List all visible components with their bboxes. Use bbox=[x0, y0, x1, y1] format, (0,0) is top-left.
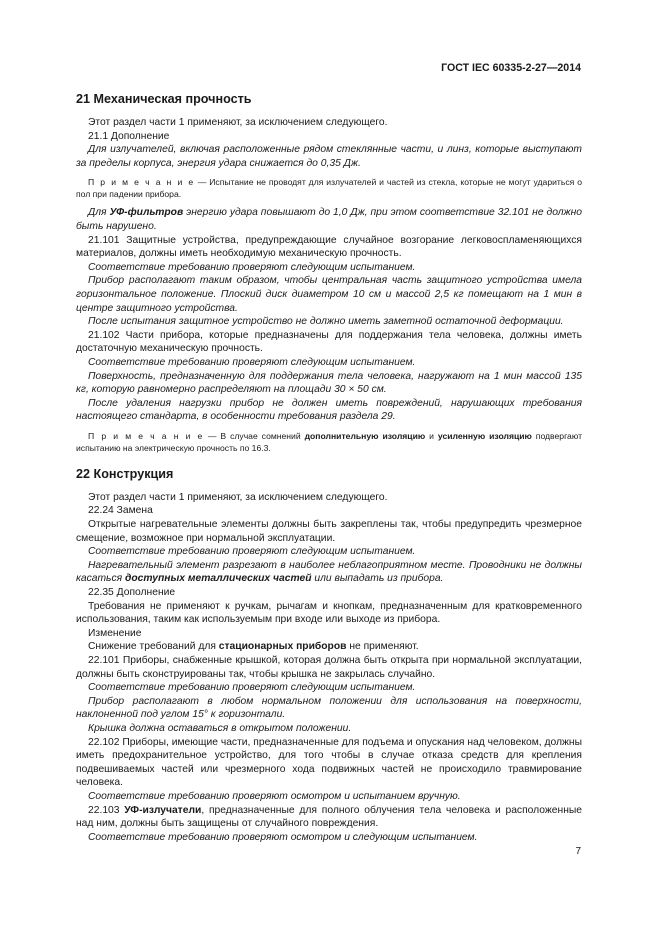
note bbox=[76, 176, 582, 200]
paragraph: Для излучателей, включая расположенные рядом стеклянные части, и линз, которые выступают за пределы корпуса, энергия удара снижается до 0,35 Дж. bbox=[76, 144, 582, 169]
paragraph: Крышка должна оставаться в открытом положении. bbox=[88, 722, 352, 734]
clause-heading: Изменение bbox=[88, 627, 142, 639]
paragraph bbox=[76, 559, 582, 586]
note-label: П р и м е ч а н и е bbox=[88, 430, 204, 441]
text-run: Нагревательный элемент разрезают в наиболее неблагоприятном месте. Проводники не должны касаться bbox=[76, 559, 582, 585]
clause-heading: 21.1 Дополнение bbox=[88, 130, 170, 142]
paragraph: Открытые нагревательные элементы должны быть закреплены так, чтобы предупредить чрезмерное смещение, возможное при нормальной эксплуатации. bbox=[76, 519, 582, 544]
text-run: не применяют. bbox=[346, 641, 419, 653]
note bbox=[76, 430, 582, 454]
paragraph: Соответствие требованию проверяют осмотром и следующим испытанием. bbox=[88, 831, 478, 843]
paragraph: 22.101 Приборы, снабженные крышкой, которая должна быть открыта при нормальной эксплуатации, должны быть сконструированы так, чтобы крышка не закрылась случайно. bbox=[76, 655, 582, 680]
paragraph: После испытания защитное устройство не должно иметь заметной остаточной деформации. bbox=[88, 316, 564, 328]
defined-term: УФ-фильтров bbox=[109, 207, 184, 219]
paragraph bbox=[76, 206, 582, 233]
note-text: — Испытание не проводят для излучателей и частей из стекла, которые не могут удариться о пол при падении прибора. bbox=[76, 177, 582, 200]
text-run: 22.103 bbox=[88, 804, 125, 816]
text-run: энергию удара повышают до 1,0 Дж, при этом соответствие 32.101 не должно быть нарушено. bbox=[76, 207, 582, 232]
defined-term: доступных металлических частей bbox=[124, 573, 312, 585]
paragraph: Поверхность, предназначенную для поддержания тела человека, нагружают на 1 мин массой 135 кг, которую равномерно распределяют на площади 30 × 50 см. bbox=[76, 370, 582, 396]
paragraph: Соответствие требованию проверяют осмотром и испытанием вручную. bbox=[88, 790, 461, 802]
section-22-title: 22 Конструкция bbox=[76, 466, 174, 481]
defined-term: дополнительную изоляцию bbox=[304, 430, 426, 441]
paragraph bbox=[76, 804, 582, 831]
text-run: подвергают испытанию на электрическую прочность по 16.3. bbox=[76, 430, 583, 453]
paragraph: 22.102 Приборы, имеющие части, предназначенные для подъема и опускания над человеком, должны иметь предохранительное устройство, для того чтобы в случае отказа средств для крепления подвешиваемых частей или чрезмерного хода подвижных частей не происходило травмирование человека. bbox=[76, 736, 582, 789]
text-run: Для bbox=[88, 207, 110, 219]
paragraph: Прибор располагают таким образом, чтобы центральная часть защитного устройства имела горизонтальное положение. Плоский диск диаметром 10 см и массой 2,5 кг помещают на 1 мин в центре защитного устройства. bbox=[76, 275, 582, 314]
paragraph: После удаления нагрузки прибор не должен иметь повреждений, нарушающих требования настоящего стандарта, в особенности требования раздела 29. bbox=[76, 397, 582, 423]
clause-heading: 22.24 Замена bbox=[88, 505, 153, 517]
defined-term: УФ-излучатели bbox=[124, 804, 202, 816]
paragraph: Прибор располагают в любом нормальном положении для использования на поверхности, наклоненной под углом 15° к горизонтали. bbox=[76, 695, 582, 721]
clause-heading: 22.35 Дополнение bbox=[88, 587, 176, 599]
paragraph: Соответствие требованию проверяют следующим испытанием. bbox=[88, 682, 416, 694]
text-run: или выпадать из прибора. bbox=[311, 573, 444, 585]
paragraph: Этот раздел части 1 применяют, за исключением следующего. bbox=[88, 117, 388, 128]
paragraph: 21.101 Защитные устройства, предупреждающие случайное возгорание легковоспламеняющихся материалов, должны иметь необходимую механическую прочность. bbox=[76, 234, 582, 260]
paragraph: Соответствие требованию проверяют следующим испытанием. bbox=[88, 546, 416, 558]
text-run: Снижение требований для bbox=[88, 641, 219, 653]
document-header: ГОСТ IEC 60335-2-27—2014 bbox=[441, 62, 581, 74]
page-number: 7 bbox=[575, 846, 581, 857]
document-body bbox=[76, 92, 582, 844]
defined-term: стационарных приборов bbox=[218, 641, 347, 653]
text-run: — В случае сомнений bbox=[203, 430, 305, 441]
paragraph bbox=[76, 640, 582, 654]
section-21-title: 21 Механическая прочность bbox=[76, 92, 252, 106]
paragraph: Требования не применяют к ручкам, рычагам и кнопкам, предназначенным для кратковременного использования, таким как используемым при входе или выходе из прибора. bbox=[76, 600, 582, 626]
paragraph: 21.102 Части прибора, которые предназначены для поддержания тела человека, должны иметь достаточную механическую прочность. bbox=[76, 329, 582, 355]
defined-term: усиленную изоляцию bbox=[437, 430, 532, 441]
paragraph: Соответствие требованию проверяют следующим испытанием. bbox=[88, 261, 416, 273]
paragraph: Соответствие требованию проверяют следующим испытанием. bbox=[88, 356, 416, 368]
text-run: , предназначенные для полного облучения тела человека и расположенные над ним, должны быть защищены от случайного повреждения. bbox=[76, 804, 583, 830]
note-label: П р и м е ч а н и е bbox=[88, 177, 195, 188]
text-run: и bbox=[425, 430, 438, 441]
paragraph: Этот раздел части 1 применяют, за исключением следующего. bbox=[88, 491, 388, 503]
